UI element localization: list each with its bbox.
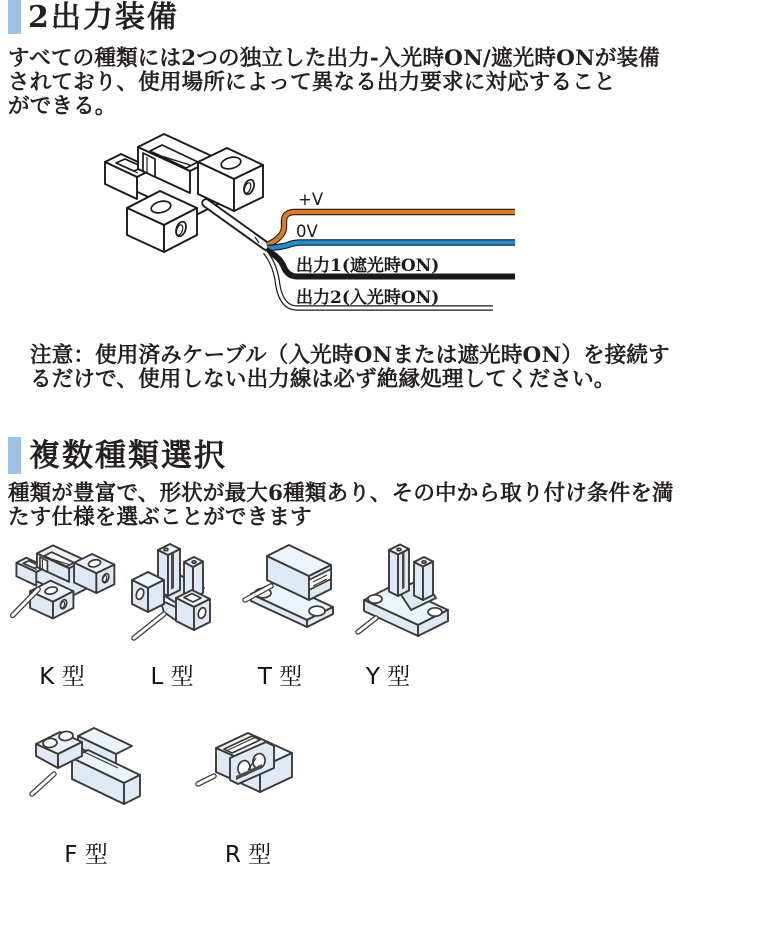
section2-title: 複数種類選択 — [29, 438, 227, 474]
wire-label-plus-v: +V — [298, 190, 324, 209]
sensor-icon-l — [128, 538, 220, 650]
text-line: ができる。 — [8, 94, 117, 119]
text-line: すべての種類には2つの独立した出力-入光時ON/遮光時ONが装備 — [8, 46, 660, 71]
section1-title: 2出力装備 — [28, 0, 179, 35]
type-label-f: F 型 — [64, 842, 108, 868]
text-line: るだけで、使用しない出力線は必ず絶縁処理してください。 — [30, 367, 616, 392]
sensor-icon-k — [10, 541, 122, 629]
sensor-icon-f — [28, 724, 148, 822]
wire-label-output1: 出力1(遮光時ON) — [296, 256, 440, 276]
text-line: たす仕様を選ぶことができます — [8, 505, 312, 530]
sensor-icon-y — [356, 542, 456, 644]
wire-label-output2: 出力2(入光時ON) — [296, 288, 440, 308]
type-label-r: R 型 — [224, 842, 272, 868]
type-label-y: Y 型 — [365, 664, 411, 690]
type-label-t: T 型 — [257, 664, 303, 690]
type-label-l: L 型 — [150, 664, 194, 690]
type-label-k: K 型 — [39, 664, 85, 690]
wire-label-zero-v: 0V — [296, 222, 318, 241]
text-line: 注意：使用済みケーブル（入光時ONまたは遮光時ON）を接続す — [30, 343, 670, 368]
text-line: 種類が豊富で、形状が最大6種類あり、その中から取り付け条件を満 — [8, 481, 674, 506]
sensor-icon-t — [243, 540, 343, 640]
text-line: されており、使用場所によって異なる出力要求に対応すること — [8, 70, 616, 95]
sensor-icon-r — [198, 728, 308, 806]
